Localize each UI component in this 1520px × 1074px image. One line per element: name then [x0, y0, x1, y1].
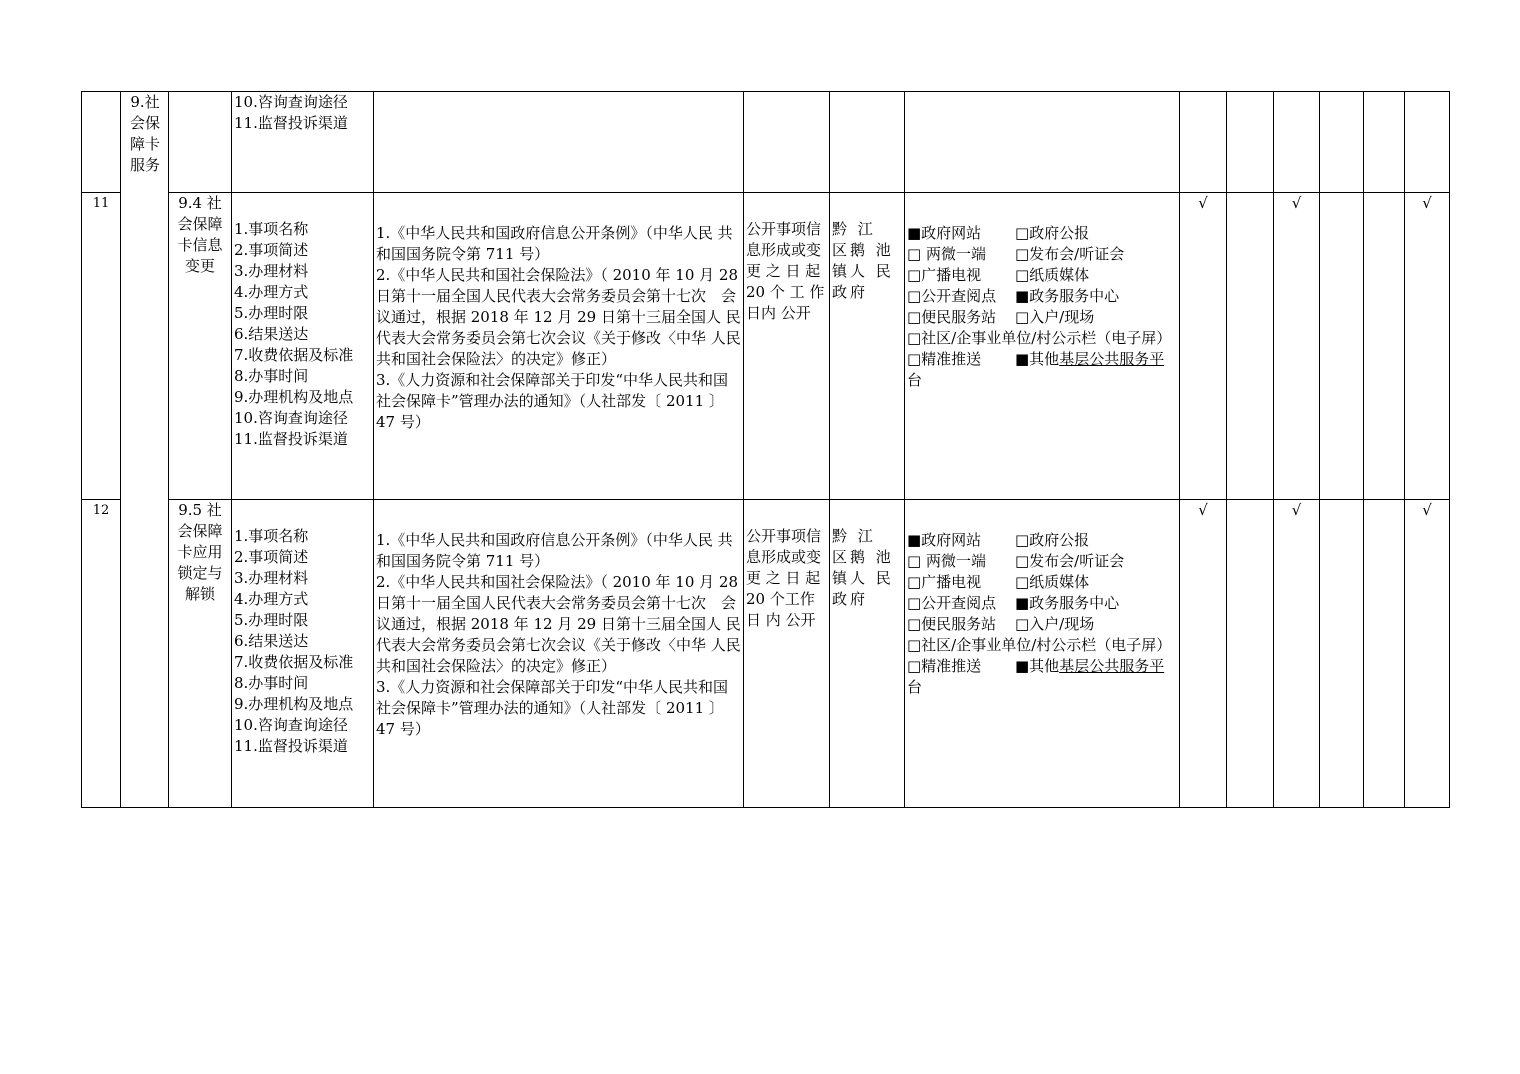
list-item: 6.结果送达 [234, 325, 309, 343]
row-number-cell [82, 92, 121, 193]
channel-row: □便民服务站 □入户/现场 [907, 308, 1095, 326]
mark-cell [1405, 92, 1450, 193]
table-row [82, 193, 1450, 500]
mark-cell: √ [1180, 500, 1227, 808]
list-item: 10.咨询查询途径 [234, 93, 348, 111]
item-cell [169, 500, 232, 808]
table-row [82, 92, 1450, 193]
content-cell [232, 500, 374, 808]
mark-cell [1364, 193, 1405, 500]
channel-community: □社区/企事业单位/村公示栏（电子屏） [907, 636, 1172, 654]
list-item: 11.监督投诉渠道 [234, 737, 348, 755]
mark-cell [1274, 92, 1320, 193]
time-limit-text: 公开事项信息形成或变更 之 日 起20 个工作日 内 公开 [746, 527, 822, 629]
disclosure-table [81, 91, 1450, 808]
channel-row: □便民服务站 □入户/现场 [907, 615, 1095, 633]
channel-row: □精准推送 ■其他 基层公共服务平 [907, 350, 1165, 368]
channel-row: 台 [907, 678, 923, 696]
mark-cell [1180, 92, 1227, 193]
channel-row: □精准推送 ■其他 基层公共服务平 [907, 657, 1165, 675]
content-cell [232, 193, 374, 500]
list-item: 9.办理机构及地点 [234, 695, 354, 713]
list-item: 5.办理时限 [234, 304, 309, 322]
basis-item: 2.《中华人民共和国社会保险法》（ 2010 年 10 月 28 日第十一届全国人民代表大会常务委员会第十七次 会议通过，根据 2018 年 12 月 29 日第十三届全国人 民代表大会常务委员会第七次会议《关于修改〈中华 人民共和国社会保险法〉的决定》修正） [376, 266, 741, 368]
basis-cell [374, 500, 744, 808]
list-item: 4.办理方式 [234, 590, 309, 608]
row-number-cell: 11 [82, 193, 121, 500]
list-item: 10.咨询查询途径 [234, 716, 348, 734]
subject-cell [830, 92, 905, 193]
basis-item: 2.《中华人民共和国社会保险法》（ 2010 年 10 月 28 日第十一届全国人民代表大会常务委员会第十七次 会议通过，根据 2018 年 12 月 29 日第十三届全国人 民代表大会常务委员会第七次会议《关于修改〈中华 人民共和国社会保险法〉的决定》修正） [376, 573, 741, 675]
item-cell [169, 193, 232, 500]
list-item: 7.收费依据及标准 [234, 653, 354, 671]
channel-community: □社区/企事业单位/村公示栏（电子屏） [907, 329, 1172, 347]
channel-row: □公开查阅点 ■政务服务中心 [907, 594, 1120, 612]
subject-cell [830, 500, 905, 808]
channel-other-value: 基层公共服务平 [1059, 350, 1165, 368]
channel-row: □广播电视 □纸质媒体 [907, 573, 1090, 591]
channel-cell [905, 193, 1180, 500]
channel-row: □公开查阅点 ■政务服务中心 [907, 287, 1120, 305]
content-cell [232, 92, 374, 193]
basis-item: 3.《人力资源和社会保障部关于印发“中华人民共和国社会保障卡”管理办法的通知》（人社部发〔 2011 〕 47 号） [376, 678, 728, 738]
basis-cell [374, 193, 744, 500]
list-item: 9.办理机构及地点 [234, 388, 354, 406]
list-item: 1.事项名称 [234, 220, 309, 238]
mark-cell [1364, 500, 1405, 808]
time-limit-cell [744, 193, 830, 500]
mark-cell: √ [1274, 193, 1320, 500]
mark-cell: √ [1274, 500, 1320, 808]
time-limit-text: 公开事项信息形成或变更 之 日 起 20 个 工 作日内 公开 [746, 220, 825, 322]
basis-item: 1.《中华人民共和国政府信息公开条例》（中华人民 共和国国务院令第 711 号） [376, 531, 733, 570]
channel-cell [905, 92, 1180, 193]
time-limit-cell [744, 92, 830, 193]
row-number-cell: 12 [82, 500, 121, 808]
list-item: 5.办理时限 [234, 611, 309, 629]
subject-text: 黔 江 区鹅 池 镇人 民 政府 [832, 220, 894, 301]
list-item: 11.监督投诉渠道 [234, 114, 348, 132]
basis-item: 1.《中华人民共和国政府信息公开条例》（中华人民 共和国国务院令第 711 号） [376, 224, 733, 263]
mark-cell [1364, 92, 1405, 193]
list-item: 3.办理材料 [234, 569, 309, 587]
mark-cell [1320, 92, 1364, 193]
basis-cell [374, 92, 744, 193]
list-item: 7.收费依据及标准 [234, 346, 354, 364]
mark-cell [1320, 193, 1364, 500]
channel-row: ■政府网站 □政府公报 [907, 224, 1090, 242]
list-item: 8.办事时间 [234, 367, 309, 385]
mark-cell [1227, 500, 1274, 808]
list-item: 8.办事时间 [234, 674, 309, 692]
mark-cell [1227, 92, 1274, 193]
channel-row: □ 两微一端 □发布会/听证会 [907, 552, 1125, 570]
time-limit-cell [744, 500, 830, 808]
item-cell [169, 92, 232, 193]
channel-cell [905, 500, 1180, 808]
subject-cell [830, 193, 905, 500]
channel-row: □广播电视 □纸质媒体 [907, 266, 1090, 284]
list-item: 2.事项简述 [234, 548, 309, 566]
list-item: 10.咨询查询途径 [234, 409, 348, 427]
table-row [82, 500, 1450, 808]
basis-item: 3.《人力资源和社会保障部关于印发“中华人民共和国社会保障卡”管理办法的通知》（人社部发〔 2011 〕 47 号） [376, 371, 728, 431]
channel-row: 台 [907, 371, 923, 389]
mark-cell [1227, 193, 1274, 500]
mark-cell: √ [1405, 193, 1450, 500]
list-item: 1.事项名称 [234, 527, 309, 545]
channel-row: □ 两微一端 □发布会/听证会 [907, 245, 1125, 263]
category-label: 9.社会保障卡服务 [129, 93, 160, 174]
mark-cell: √ [1405, 500, 1450, 808]
item-name: 9.5 社会保障卡应用锁定与解锁 [177, 501, 223, 603]
channel-other-value: 基层公共服务平 [1059, 657, 1165, 675]
list-item: 4.办理方式 [234, 283, 309, 301]
list-item: 3.办理材料 [234, 262, 309, 280]
list-item: 6.结果送达 [234, 632, 309, 650]
list-item: 11.监督投诉渠道 [234, 430, 348, 448]
item-name: 9.4 社会保障卡信息变更 [177, 194, 223, 275]
list-item: 2.事项简述 [234, 241, 309, 259]
mark-cell [1320, 500, 1364, 808]
category-cell [121, 92, 169, 808]
subject-text: 黔 江 区鹅 池 镇人 民 政府 [832, 527, 894, 608]
mark-cell: √ [1180, 193, 1227, 500]
channel-row: ■政府网站 □政府公报 [907, 531, 1090, 549]
